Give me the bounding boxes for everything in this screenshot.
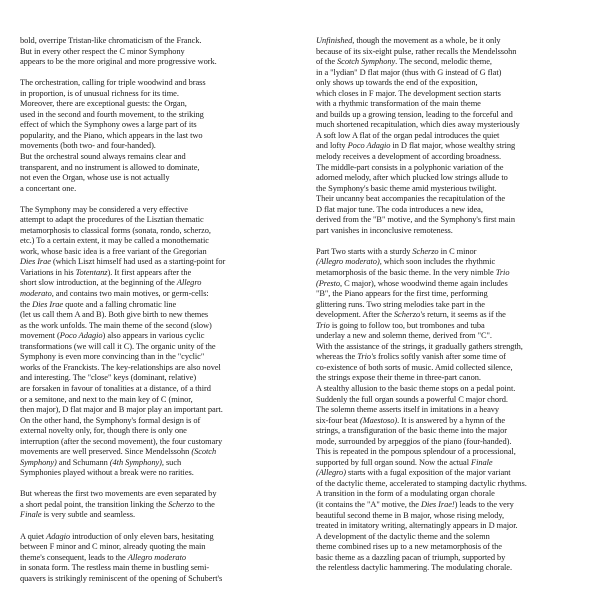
text-run: . The second, melodic theme, <box>395 57 492 67</box>
text-line <box>20 99 298 110</box>
text-run: movement ( <box>20 331 60 341</box>
text-line <box>20 363 298 374</box>
text-run: ). It first appears after the <box>107 267 192 277</box>
text-run: underlay a new and solemn theme, derived from "C". <box>316 331 492 341</box>
text-run: part vanishes in inconclusive remoteness. <box>316 225 453 235</box>
text-line <box>316 300 588 311</box>
italic-text: Dies Irae <box>32 299 64 309</box>
text-line <box>20 500 298 511</box>
italic-text: (Presto <box>316 278 340 288</box>
text-line <box>20 57 298 68</box>
text-run: and contains two main motives, or germ-cells: <box>53 289 209 299</box>
text-line <box>20 437 298 448</box>
italic-text: Scotch Symphony <box>337 57 396 67</box>
text-line <box>20 426 298 437</box>
text-line <box>20 247 298 258</box>
italic-text: Finale <box>471 457 493 467</box>
text-run: But in every other respect the C minor Symphony <box>20 46 185 56</box>
text-run: supported by full organ sound. Now the actual <box>316 457 472 467</box>
italic-text: Poco Adagio <box>347 141 391 151</box>
italic-text: Allegro <box>176 278 202 288</box>
text-line <box>316 352 588 363</box>
text-line <box>316 521 588 532</box>
text-run: (it contains the "A" motive, the <box>316 500 421 510</box>
right-text-column <box>316 36 588 584</box>
text-run: adorned melody, after which plucked low strings allude to <box>316 173 508 183</box>
italic-text: (Allegro moderato) <box>316 257 380 267</box>
text-line <box>316 279 588 290</box>
text-run: movements (both two- and four-handed). <box>20 141 156 151</box>
italic-text: Poco Adagio <box>59 331 103 341</box>
italic-text: Allegro moderato <box>127 552 186 562</box>
text-run: quavers is strikingly reminiscent of the opening of Schubert's <box>20 573 223 583</box>
text-line <box>20 205 298 216</box>
text-line <box>20 226 298 237</box>
text-run: are forsaken in favour of tonalities at a distance, of a third <box>20 383 211 393</box>
text-line <box>316 120 588 131</box>
text-run: with a rhythmic transformation of the main theme <box>316 99 481 109</box>
text-run: popularity, and the Piano, which appears in the last two <box>20 130 203 140</box>
text-run: the <box>20 299 33 309</box>
text-line <box>316 194 588 205</box>
text-run: On the other hand, the Symphony's formal design is of <box>20 415 201 425</box>
text-run: Part Two starts with a sturdy <box>316 246 413 256</box>
text-line <box>20 331 298 342</box>
italic-text: Scherzo <box>412 246 439 256</box>
text-run: or a semitone, and next to the main key of C (minor, <box>20 394 193 404</box>
text-line <box>316 78 588 89</box>
italic-text: Totentanz <box>75 267 108 277</box>
text-line <box>20 120 298 131</box>
text-run: six-four beat <box>316 415 360 425</box>
text-line <box>20 510 298 521</box>
text-run: the strings expose their theme in three-part canon. <box>316 373 481 383</box>
italic-text: (Allegro) <box>316 468 346 478</box>
text-run: (let us call them A and B). Both give birth to new themes <box>20 310 209 320</box>
text-line <box>316 331 588 342</box>
text-line <box>316 310 588 321</box>
text-run: , though the movement as a whole, be it only <box>352 36 501 45</box>
text-line <box>20 78 298 89</box>
paragraph <box>20 36 298 68</box>
text-run: , which soon includes the rhythmic <box>379 257 496 267</box>
text-line <box>20 416 298 427</box>
text-run: quote and a falling chromatic line <box>63 299 177 309</box>
text-run: appears to be the more original and more progressive work. <box>20 57 217 67</box>
text-line <box>316 141 588 152</box>
text-run: the relentless dactylic hammering. The modulating chorale. <box>316 563 513 573</box>
text-line <box>316 437 588 448</box>
text-line <box>20 278 298 289</box>
italic-text: (Scotch <box>191 447 217 457</box>
paragraph <box>316 36 588 236</box>
text-run: is very subtle and seamless. <box>41 510 136 520</box>
text-line <box>316 289 588 300</box>
text-run: . It is answered by a hymn of the <box>397 415 506 425</box>
text-run: in D flat major, whose wealthy string <box>390 141 516 151</box>
text-run: of the dactylic theme, accelerated to stamping dactylic rhythms. <box>316 478 527 488</box>
text-line <box>20 574 298 585</box>
left-text-column <box>20 36 298 595</box>
paragraph <box>20 489 298 521</box>
text-line <box>20 257 298 268</box>
text-line <box>20 110 298 121</box>
text-line <box>316 363 588 374</box>
text-run: of the <box>316 57 338 67</box>
italic-text: Finale <box>20 510 42 520</box>
italic-text: (4th Symphony) <box>109 457 162 467</box>
text-run: , C major), whose woodwind theme again includes <box>340 278 508 288</box>
text-run: , such <box>161 457 182 467</box>
text-line <box>316 247 588 258</box>
text-line <box>316 152 588 163</box>
text-run: (which Liszt himself had used as a starting-point for <box>50 257 226 267</box>
text-run: a concertant one. <box>20 183 77 193</box>
text-run: in sonata form. The restless main theme in bustling semi- <box>20 563 210 573</box>
text-run: development. After the <box>316 310 394 320</box>
text-run: starts with a fugal exposition of the major variant <box>345 468 511 478</box>
text-run: to the <box>194 499 215 509</box>
text-line <box>20 173 298 184</box>
text-line <box>316 110 588 121</box>
text-line <box>316 57 588 68</box>
text-run: between F minor and C minor, already quoting the main <box>20 542 206 552</box>
text-run: Moreover, there are exceptional guests: the Organ, <box>20 99 187 109</box>
text-line <box>20 373 298 384</box>
text-run: introduction of only eleven bars, hesitating <box>70 531 214 541</box>
text-run: Variations in his <box>20 267 76 277</box>
text-line <box>316 68 588 79</box>
text-line <box>20 553 298 564</box>
text-line <box>316 342 588 353</box>
text-line <box>316 226 588 237</box>
text-run: etc.) To a certain extent, it may be called a monothematic <box>20 236 209 246</box>
text-run: return, it seems as if the <box>425 310 506 320</box>
text-line <box>20 141 298 152</box>
text-line <box>316 542 588 553</box>
text-run: A quiet <box>20 531 47 541</box>
italic-text: Dies Irae! <box>420 500 455 510</box>
text-line <box>316 395 588 406</box>
text-line <box>20 342 298 353</box>
text-run: used in the second and fourth movement, to the striking <box>20 109 204 119</box>
text-run: Symphonies played without a break were no rarities. <box>20 468 194 478</box>
text-line <box>20 532 298 543</box>
paragraph <box>20 532 298 585</box>
italic-text: Unfinished <box>316 36 353 45</box>
text-line <box>316 373 588 384</box>
text-line <box>316 468 588 479</box>
text-run: Suddenly the full organ sounds a powerful C major chord. <box>316 394 508 404</box>
text-run: transparent, and no instrument is allowed to dominate, <box>20 162 200 172</box>
text-run: D flat major tune. The coda introduces a new idea, <box>316 204 483 214</box>
text-line <box>20 36 298 47</box>
text-run: treated in imitatory writing, alternatingly appears in D major. <box>316 521 518 531</box>
text-run: short slow introduction, at the beginning of the <box>20 278 177 288</box>
text-run: metamorphosis of the basic theme. In the very nimble <box>316 267 496 277</box>
text-run: A stealthy allusion to the basic theme stops on a pedal point. <box>316 384 516 393</box>
text-run: The Symphony may be considered a very effective <box>20 204 188 214</box>
text-line <box>316 426 588 437</box>
text-line <box>316 131 588 142</box>
text-line <box>316 163 588 174</box>
text-run: attempt to adapt the procedures of the Lisztian thematic <box>20 215 204 225</box>
text-run: A development of the dactylic theme and the solemn <box>316 531 490 541</box>
italic-text: Trio's <box>357 352 376 362</box>
text-line <box>316 257 588 268</box>
text-run: and builds up a growing tension, leading to the forceful and <box>316 109 513 119</box>
text-run: external novelty only, for, though there is only one <box>20 426 187 436</box>
text-line <box>20 458 298 469</box>
italic-text: moderato, <box>20 289 54 299</box>
text-run: theme's consequent, leads to the <box>20 552 128 562</box>
text-run: mode, surrounded by arpeggios of the piano (four-handed). <box>316 436 512 446</box>
text-run: bold, overripe Tristan-like chromaticism of the Franck. <box>20 36 202 45</box>
text-line <box>316 489 588 500</box>
text-line <box>20 405 298 416</box>
text-run: But the orchestral sound always remains clear and <box>20 151 186 161</box>
text-run: effect of which the Symphony owes a large part of its <box>20 120 197 130</box>
text-line <box>20 321 298 332</box>
text-line <box>20 384 298 395</box>
text-line <box>316 173 588 184</box>
text-run: But whereas the first two movements are even separated by <box>20 489 217 499</box>
text-run: because of its six-eight pulse, rather recalls the Mendelssohn <box>316 46 517 56</box>
text-run: in proportion, is of unusual richness for its time. <box>20 88 179 98</box>
text-run: a short pedal point, the transition linking the <box>20 499 169 509</box>
text-run: work, whose basic idea is a free variant of the Gregorian <box>20 246 207 256</box>
text-line <box>20 268 298 279</box>
text-run: which closes in F major. The development section starts <box>316 88 501 98</box>
italic-text: Dies Irae <box>20 257 51 267</box>
italic-text: (Maestoso) <box>359 415 398 425</box>
text-run: ) leads to the very <box>454 500 514 510</box>
text-line <box>316 268 588 279</box>
text-run: The solemn theme asserts itself in imitations in a heavy <box>316 405 500 415</box>
text-line <box>316 36 588 47</box>
text-run: derived from the "B" motive, and the Symphony's first main <box>316 215 515 225</box>
text-run: strings, a transfiguration of the basic theme into the major <box>316 426 507 436</box>
text-line <box>20 563 298 574</box>
text-run: only shows up towards the end of the exposition, <box>316 78 478 88</box>
text-run: in C minor <box>438 246 477 256</box>
text-line <box>20 163 298 174</box>
text-run: This is repeated in the pompous splendour of a processional, <box>316 447 516 457</box>
text-run: A transition in the form of a modulating organ chorale <box>316 489 495 499</box>
text-run: basic theme as a dazzling pacan of triumph, supported by <box>316 552 506 562</box>
text-run: co-existence of both sorts of music. Amid collected silence, <box>316 362 513 372</box>
text-line <box>316 384 588 395</box>
text-line <box>316 205 588 216</box>
text-line <box>316 500 588 511</box>
text-line <box>20 468 298 479</box>
text-line <box>20 184 298 195</box>
text-line <box>20 152 298 163</box>
text-run: The middle-part consists in a polyphonic variation of the <box>316 162 504 172</box>
text-line <box>20 131 298 142</box>
text-run: much shortened recapitulation, which dies away mysteriously <box>316 120 520 130</box>
text-run: transformations (we will call it C). The organic unity of the <box>20 341 216 351</box>
text-line <box>316 184 588 195</box>
italic-text: Scherzo's <box>393 310 426 320</box>
text-run: interruption (after the second movement), the four customary <box>20 436 223 446</box>
text-run: the Symphony's basic theme amid mysterious twilight. <box>316 183 497 193</box>
text-line <box>20 447 298 458</box>
text-run: "B", the Piano appears for the first time, performing <box>316 289 488 299</box>
text-line <box>316 532 588 543</box>
text-line <box>316 321 588 332</box>
text-line <box>316 458 588 469</box>
text-line <box>316 89 588 100</box>
text-run: beautiful second theme in B major, whose rising melody, <box>316 510 505 520</box>
text-line <box>20 215 298 226</box>
text-run: works of the Franckists. The key-relationships are also novel <box>20 362 221 372</box>
text-run: Their uncanny beat accompanies the recapitulation of the <box>316 194 506 204</box>
italic-text: Adagio <box>46 531 71 541</box>
text-line <box>316 47 588 58</box>
paragraph <box>316 247 588 574</box>
text-line <box>20 300 298 311</box>
text-line <box>20 89 298 100</box>
text-line <box>316 553 588 564</box>
text-line <box>316 563 588 574</box>
text-line <box>316 511 588 522</box>
text-run: glittering runs. Two string melodies take part in the <box>316 299 485 309</box>
text-run: not even the Organ, whose use is not actually <box>20 173 170 183</box>
text-run: whereas the <box>316 352 358 362</box>
paragraph <box>20 78 298 194</box>
text-line <box>20 236 298 247</box>
text-run: Symphony is even more convincing than in the "cyclic" <box>20 352 205 362</box>
text-line <box>20 47 298 58</box>
text-line <box>20 395 298 406</box>
text-run: and Schumann <box>56 457 110 467</box>
text-run: theme combined rises up to a new metamorphosis of the <box>316 542 502 552</box>
text-run: as the work unfolds. The main theme of the second (slow) <box>20 320 212 330</box>
text-line <box>20 542 298 553</box>
text-run: and lofty <box>316 141 348 151</box>
text-run: The orchestration, calling for triple woodwind and brass <box>20 78 206 88</box>
text-run: and interesting. The "close" keys (dominant, relative) <box>20 373 197 383</box>
text-run: movements are well preserved. Since Mendelssohn <box>20 447 192 457</box>
text-line <box>316 99 588 110</box>
text-line <box>20 310 298 321</box>
text-line <box>20 489 298 500</box>
text-run: ) also appears in various cyclic <box>102 331 205 341</box>
italic-text: Scherzo <box>168 499 195 509</box>
text-line <box>316 215 588 226</box>
text-run: in a "lydian" D flat major (thus with G instead of G flat) <box>316 67 502 77</box>
text-line <box>316 479 588 490</box>
text-run: With the assistance of the strings, it gradually gathers strength, <box>316 341 523 351</box>
text-line <box>316 447 588 458</box>
text-run: A soft low A flat of the organ pedal introduces the quiet <box>316 130 500 140</box>
text-run: is going to follow too, but trombones and tuba <box>329 320 485 330</box>
text-line <box>20 289 298 300</box>
italic-text: Trio <box>316 320 330 330</box>
text-line <box>20 352 298 363</box>
text-run: frolics softly vanish after some time of <box>376 352 506 362</box>
italic-text: Trio <box>495 267 510 277</box>
text-run: melody receives a development of according broadness. <box>316 152 502 162</box>
text-line <box>316 416 588 427</box>
text-line <box>316 405 588 416</box>
text-run: metamorphosis to classical forms (sonata, rondo, scherzo, <box>20 225 211 235</box>
italic-text: Symphony) <box>20 457 57 467</box>
text-run: then major), D flat major and B major play an important part. <box>20 405 223 415</box>
paragraph <box>20 205 298 479</box>
